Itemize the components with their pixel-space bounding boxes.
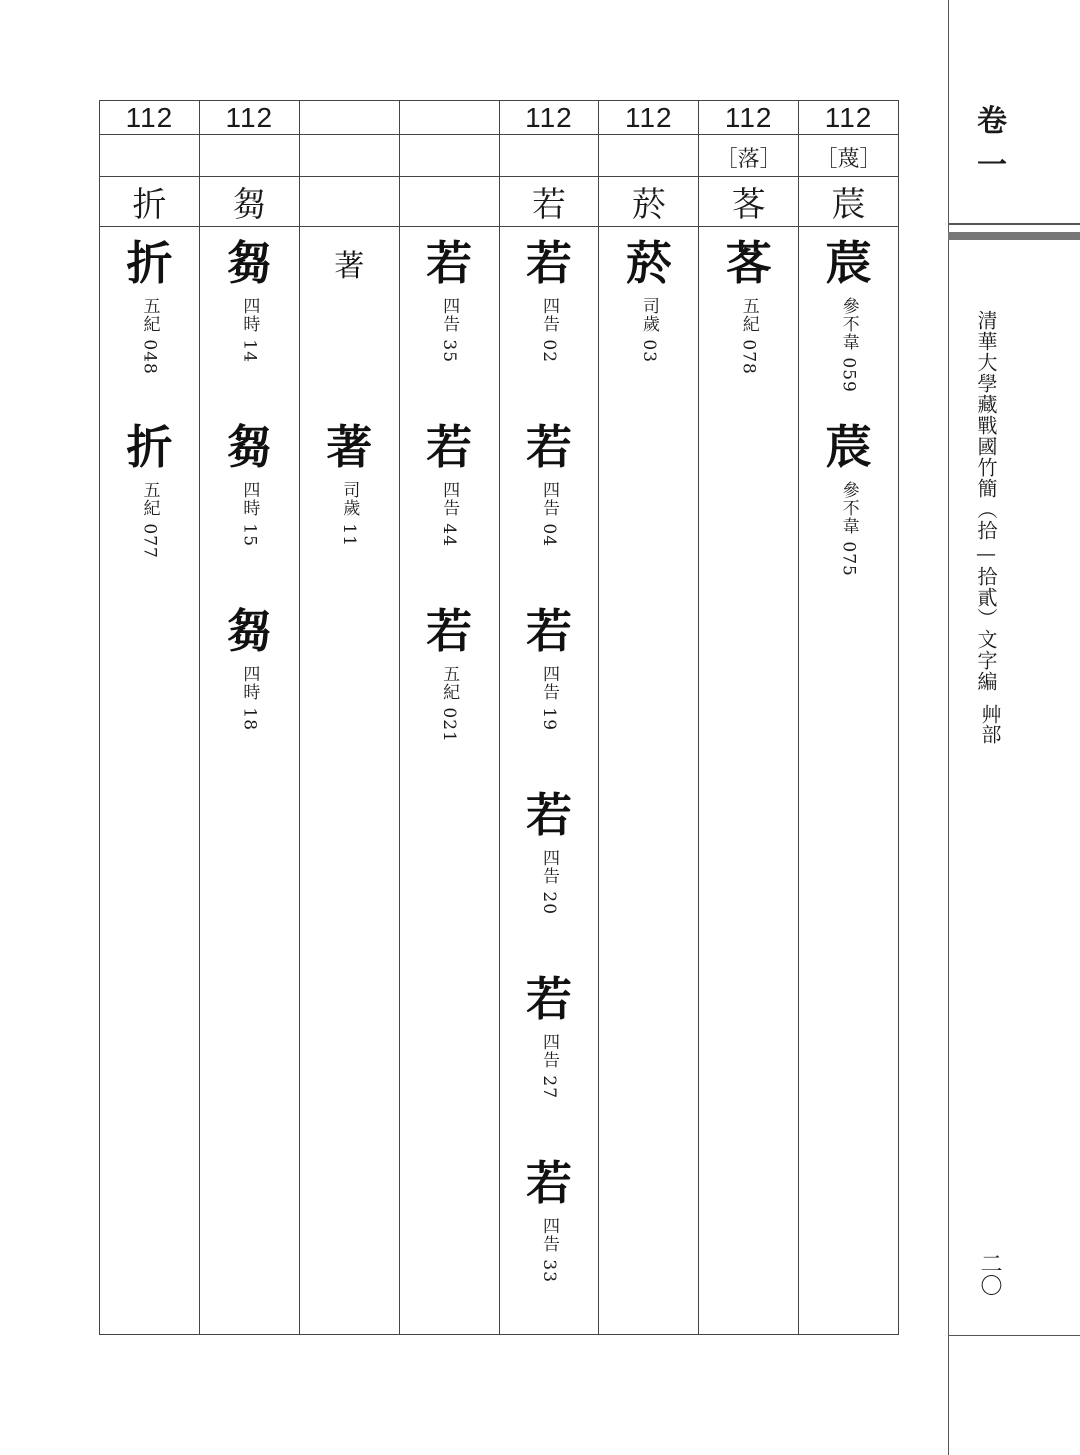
glyph-entry <box>799 417 898 577</box>
glyph-entry <box>400 233 499 363</box>
glyph-entry <box>599 233 698 363</box>
source-label: 四告 44 <box>439 481 460 548</box>
entry-number: 112 <box>100 101 199 135</box>
source-label: 四告 04 <box>538 481 559 548</box>
source-label: 四時 15 <box>239 481 260 548</box>
header-rule-thick <box>948 232 1080 240</box>
column-4 <box>400 101 500 1334</box>
glyph-image: 若 <box>426 236 473 290</box>
glyph-list <box>500 227 599 1334</box>
character-table <box>99 100 899 1335</box>
glyph-entry <box>300 237 399 297</box>
running-title: 清華大學藏戰國竹簡（拾—拾貳）文字編 <box>974 310 998 692</box>
entry-number: 112 <box>200 101 299 135</box>
variant-note <box>300 135 399 177</box>
glyph-image: 莀 <box>825 236 872 290</box>
glyph-entry <box>500 969 599 1099</box>
source-label: 五紀 078 <box>738 297 759 375</box>
variant-note <box>400 135 499 177</box>
column-3 <box>300 101 400 1334</box>
glyph-list <box>300 227 399 1334</box>
glyph-entry <box>400 601 499 743</box>
sidebar-divider <box>948 0 949 1455</box>
entry-number: 112 <box>599 101 698 135</box>
head-character: 莀 <box>799 177 898 227</box>
glyph-image: 若 <box>426 420 473 474</box>
glyph-image: 若 <box>525 972 572 1026</box>
source-label: 四告 02 <box>538 297 559 364</box>
entry-number <box>400 101 499 135</box>
entry-number: 112 <box>500 101 599 135</box>
head-character: 折 <box>100 177 199 227</box>
column-1 <box>100 101 200 1334</box>
source-label: 五紀 048 <box>139 297 160 375</box>
glyph-entry <box>400 417 499 547</box>
variant-note <box>500 135 599 177</box>
source-label: 參不韋 075 <box>838 481 859 577</box>
source-label: 參不韋 059 <box>838 297 859 393</box>
glyph-image: 若 <box>426 604 473 658</box>
glyph-entry <box>799 233 898 393</box>
head-character: 菸 <box>599 177 698 227</box>
entry-number: 112 <box>799 101 898 135</box>
glyph-entry <box>200 601 299 731</box>
footer-rule <box>948 1335 1080 1336</box>
variant-note <box>100 135 199 177</box>
glyph-list <box>400 227 499 1334</box>
source-label: 四時 14 <box>239 297 260 364</box>
glyph-image: 芻 <box>226 604 273 658</box>
head-character <box>300 177 399 227</box>
glyph-entry <box>699 233 798 375</box>
source-label: 司歲 11 <box>339 481 360 548</box>
variant-note: ［蔑］ <box>799 135 898 177</box>
section-label: 艸部 <box>978 704 1002 744</box>
source-label: 五紀 077 <box>139 481 160 559</box>
entry-number <box>300 101 399 135</box>
glyph-image: 若 <box>525 788 572 842</box>
glyph-entry <box>500 233 599 363</box>
glyph-entry <box>500 785 599 915</box>
volume-label: 卷一 <box>977 104 1007 183</box>
column-5 <box>500 101 600 1334</box>
source-label: 四告 19 <box>538 665 559 732</box>
glyph-entry <box>500 601 599 731</box>
head-character: 茖 <box>699 177 798 227</box>
source-label: 四告 20 <box>538 849 559 916</box>
header-rule-thin <box>948 223 1080 225</box>
column-8 <box>799 101 898 1334</box>
glyph-image: 茖 <box>725 236 772 290</box>
glyph-image: 折 <box>126 420 173 474</box>
entry-number: 112 <box>699 101 798 135</box>
page-number: 二〇 <box>977 1252 1002 1296</box>
glyph-image: 菸 <box>625 236 672 290</box>
head-character <box>400 177 499 227</box>
head-character: 芻 <box>200 177 299 227</box>
glyph-list <box>799 227 898 1334</box>
source-label: 四告 35 <box>439 297 460 364</box>
glyph-list <box>200 227 299 1334</box>
glyph-image: 若 <box>525 604 572 658</box>
glyph-list <box>599 227 698 1334</box>
source-label: 四告 33 <box>538 1217 559 1284</box>
column-7 <box>699 101 799 1334</box>
glyph-image: 芻 <box>226 236 273 290</box>
column-2 <box>200 101 300 1334</box>
source-label: 五紀 021 <box>439 665 460 743</box>
column-6 <box>599 101 699 1334</box>
glyph-image: 著 <box>326 420 373 474</box>
variant-note <box>599 135 698 177</box>
glyph-image: 芻 <box>226 420 273 474</box>
glyph-entry <box>300 417 399 547</box>
glyph-entry <box>200 233 299 363</box>
glyph-entry <box>500 1153 599 1283</box>
source-label: 四時 18 <box>239 665 260 732</box>
source-label: 四告 27 <box>538 1033 559 1100</box>
glyph-entry <box>500 417 599 547</box>
variant-note <box>200 135 299 177</box>
glyph-image: 若 <box>525 420 572 474</box>
variant-note: ［落］ <box>699 135 798 177</box>
head-character: 若 <box>500 177 599 227</box>
glyph-image: 折 <box>126 236 173 290</box>
glyph-caption: 著 <box>334 249 365 284</box>
glyph-image: 莀 <box>825 420 872 474</box>
glyph-entry <box>200 417 299 547</box>
source-label: 司歲 03 <box>638 297 659 364</box>
glyph-entry <box>100 417 199 559</box>
glyph-image: 若 <box>525 1156 572 1210</box>
glyph-list <box>699 227 798 1334</box>
glyph-entry <box>100 233 199 375</box>
glyph-list <box>100 227 199 1334</box>
glyph-image: 若 <box>525 236 572 290</box>
